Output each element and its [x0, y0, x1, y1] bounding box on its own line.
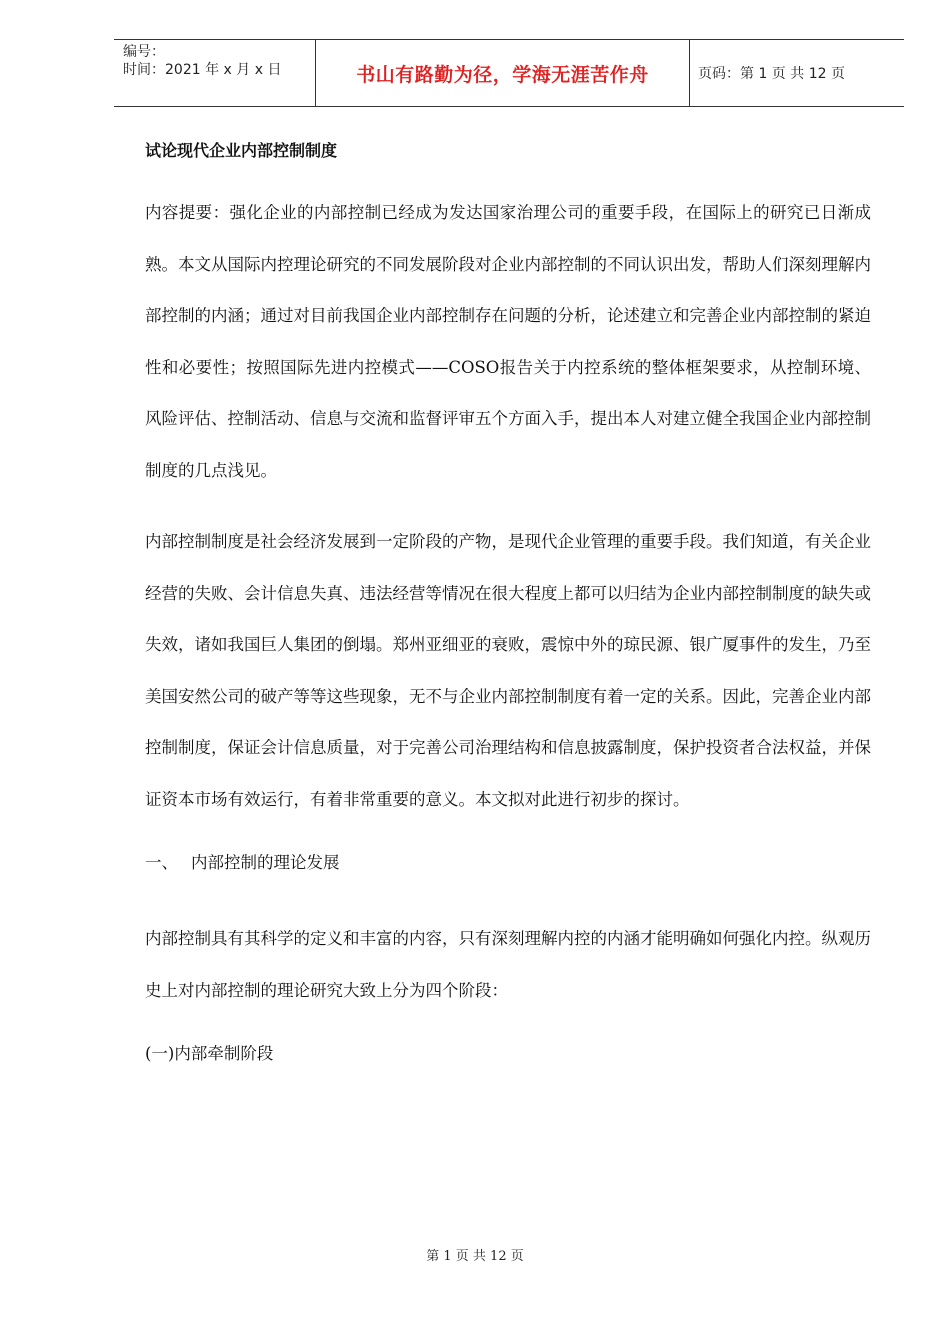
header-page-cell — [690, 40, 904, 106]
header-meta-cell — [114, 40, 316, 106]
section-heading — [145, 845, 871, 881]
section-number: 一、 — [145, 853, 178, 872]
document-header — [114, 39, 904, 107]
document-title: 试论现代企业内部控制制度 — [145, 141, 338, 160]
document-body — [145, 133, 871, 1072]
section-title: 内部控制的理论发展 — [191, 853, 340, 872]
header-page-label: 页码：第 1 页 共 12 页 — [698, 66, 845, 82]
abstract-paragraph: 内容提要：强化企业的内部控制已经成为发达国家治理公司的重要手段，在国际上的研究已日渐成熟。本文从国际内控理论研究的不同发展阶段对企业内部控制的不同认识出发，帮助人们深刻理解内部控制的内涵；通过对目前我国企业内部控制存在问题的分析，论述建立和完善企业内部控制的紧迫性和必要性；按照国际先进内控模式——COSO报告关于内控系统的整体框架要求，从控制环境、风险评估、控制活动、信息与交流和监督评审五个方面入手，提出本人对建立健全我国企业内部控制制度的几点浅见。 — [145, 203, 871, 480]
header-time-label: 时间：2021 年 x 月 x 日 — [123, 62, 282, 78]
header-motto: 书山有路勤为径，学海无涯苦作舟 — [356, 63, 649, 86]
header-motto-cell — [316, 40, 690, 106]
subsection-heading: (一)内部牵制阶段 — [145, 1044, 274, 1063]
section-paragraph: 内部控制具有其科学的定义和丰富的内容，只有深刻理解内控的内涵才能明确如何强化内控。纵观历史上对内部控制的理论研究大致上分为四个阶段： — [145, 929, 871, 1000]
intro-paragraph: 内部控制制度是社会经济发展到一定阶段的产物，是现代企业管理的重要手段。我们知道，有关企业经营的失败、会计信息失真、违法经营等情况在很大程度上都可以归结为企业内部控制制度的缺失或失效，诸如我国巨人集团的倒塌。郑州亚细亚的衰败，震惊中外的琼民源、银广厦事件的发生，乃至美国安然公司的破产等等这些现象，无不与企业内部控制制度有着一定的关系。因此，完善企业内部控制制度，保证会计信息质量，对于完善公司治理结构和信息披露制度，保护投资者合法权益，并保证资本市场有效运行，有着非常重要的意义。本文拟对此进行初步的探讨。 — [145, 532, 871, 809]
header-number-label: 编号： — [123, 44, 165, 60]
page-footer: 第 1 页 共 12 页 — [426, 1249, 524, 1264]
